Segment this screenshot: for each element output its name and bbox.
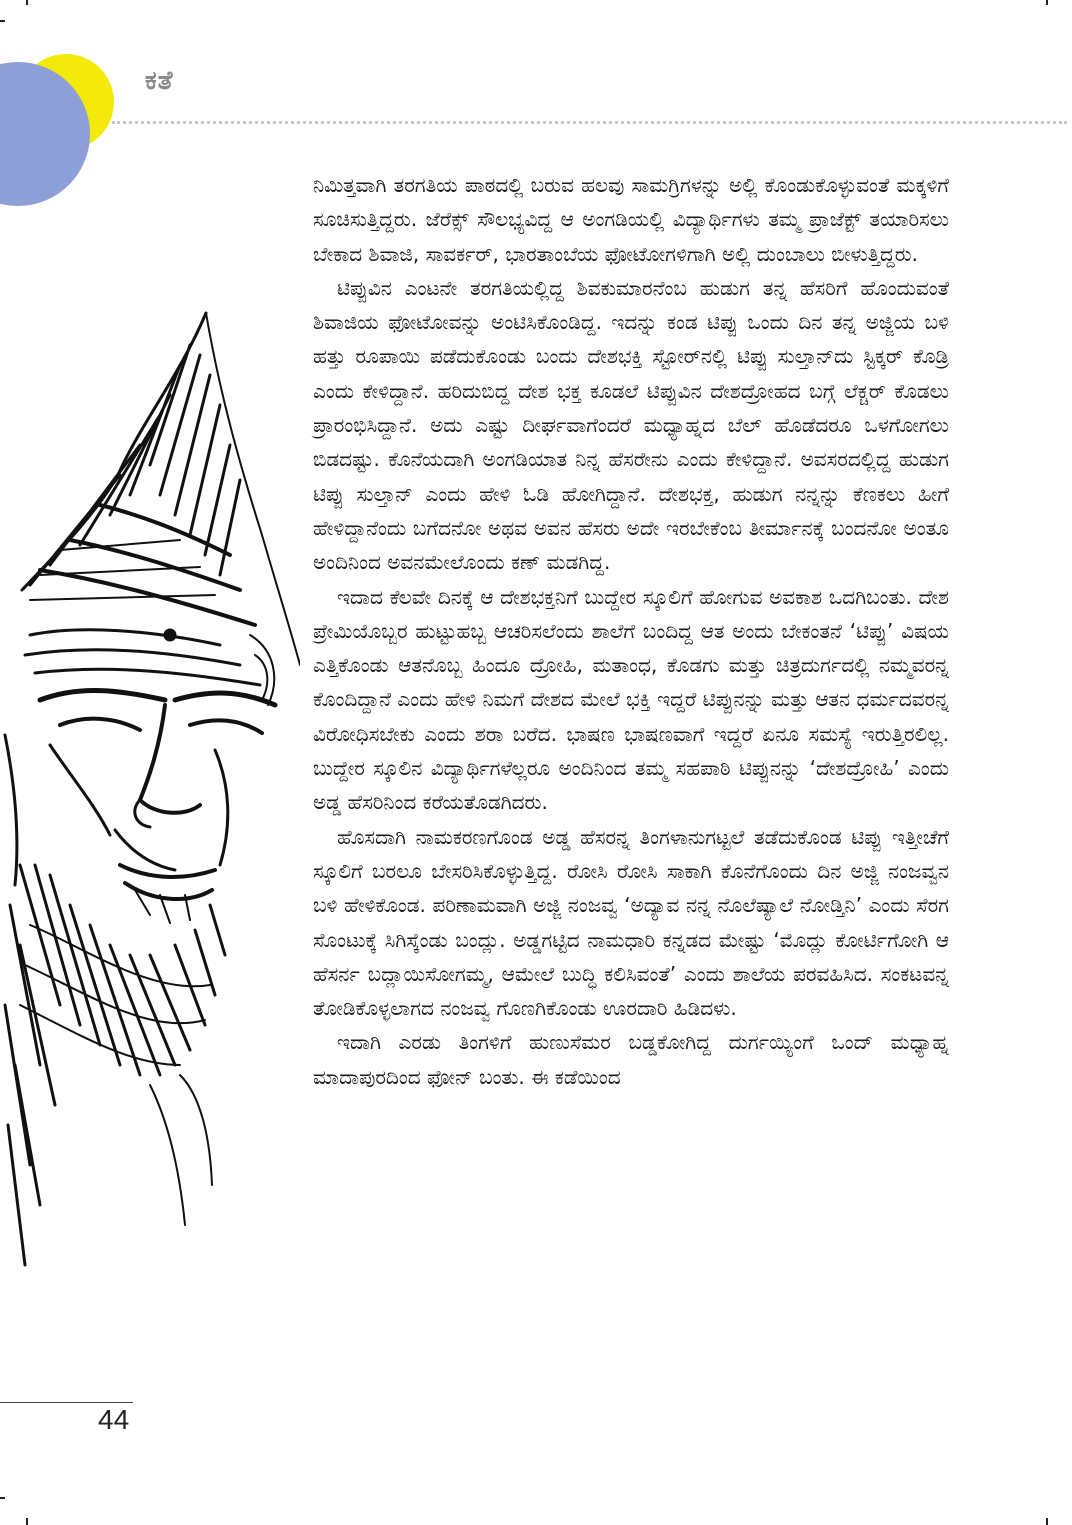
header-dotted-rule <box>112 121 1067 124</box>
crop-mark-top-left <box>0 20 5 22</box>
crop-mark-bottom-left <box>0 1497 5 1499</box>
section-title: ಕತೆ <box>145 66 174 96</box>
paragraph: ಇದಾಗಿ ಎರಡು ತಿಂಗಳಿಗೆ ಹುಣುಸೆಮರ ಬಡ್ಡಕೋಗಿದ್ದ ದುರ್ಗಯ್ಯಿಂಗೆ ಒಂದ್ ಮಧ್ಯಾಹ್ನ ಮಾದಾಪುರದಿಂದ ಫೋನ್ ಬಂತು. ಈ ಕಡೆಯಿಂದ <box>313 1030 949 1089</box>
paragraph: ಇದಾದ ಕೆಲವೇ ದಿನಕ್ಕೆ ಆ ದೇಶಭಕ್ತನಿಗೆ ಬುದ್ದೇರ ಸ್ಕೂಲಿಗೆ ಹೋಗುವ ಅವಕಾಶ ಒದಗಿಬಂತು. ದೇಶ ಪ್ರೇಮಿಯೊಬ್ಬರ ಹುಟ್ಟುಹಬ್ಬ ಆಚರಿಸಲೆಂದು ಶಾಲೆಗೆ ಬಂದಿದ್ದ ಆತ ಅಂದು ಬೇಕಂತನೆ ‘ಟಿಪ್ಪು’ ವಿಷಯ ಎತ್ತಿಕೊಂಡು ಆತನೊಬ್ಬ ಹಿಂದೂ ದ್ರೋಹಿ, ಮತಾಂಧ, ಕೊಡಗು ಮತ್ತು ಚಿತ್ರದುರ್ಗದಲ್ಲಿ ನಮ್ಮವರನ್ನ ಕೊಂದಿದ್ದಾನೆ ಎಂದು ಹೇಳಿ ನಿಮಗೆ ದೇಶದ ಮೇಲೆ ಭಕ್ತಿ ಇದ್ದರೆ ಟಿಪ್ಪುನನ್ನು ಮತ್ತು ಆತನ ಧರ್ಮದವರನ್ನ ವಿರೋಧಿಸಬೇಕು ಎಂದು ಶರಾ ಬರೆದ. ಭಾಷಣ ಭಾಷಣವಾಗೆ ಇದ್ದರೆ ಏನೂ ಸಮಸ್ಯೆ ಇರುತ್ತಿರಲಿಲ್ಲ. ಬುದ್ದೇರ ಸ್ಕೂಲಿನ ವಿದ್ಯಾರ್ಥಿಗಳೆಲ್ಲರೂ ಅಂದಿನಿಂದ ತಮ್ಮ ಸಹಪಾಠಿ ಟಿಪ್ಪುನನ್ನು ‘ದೇಶದ್ರೋಹಿ’ ಎಂದು ಅಡ್ಡ ಹೆಸರಿನಿಂದ ಕರೆಯತೊಡಗಿದರು. <box>313 584 949 815</box>
crop-mark-top-left-v <box>26 0 28 5</box>
paragraph: ನಿಮಿತ್ತವಾಗಿ ತರಗತಿಯ ಪಾಠದಲ್ಲಿ ಬರುವ ಹಲವು ಸಾಮಗ್ರಿಗಳನ್ನು ಅಲ್ಲಿ ಕೊಂಡುಕೊಳ್ಳುವಂತೆ ಮಕ್ಕಳಿಗೆ ಸೂಚಿಸುತ್ತಿದ್ದರು. ಜೆರೆಕ್ಸ್ ಸೌಲಭ್ಯವಿದ್ದ ಆ ಅಂಗಡಿಯಲ್ಲಿ ವಿದ್ಯಾರ್ಥಿಗಳು ತಮ್ಮ ಪ್ರಾಜೆಕ್ಟ್ ತಯಾರಿಸಲು ಬೇಕಾದ ಶಿವಾಜಿ, ಸಾವರ್ಕರ್, ಭಾರತಾಂಬೆಯ ಫೋಟೋಗಳಿಗಾಗಿ ಅಲ್ಲಿ ದುಂಬಾಲು ಬೀಳುತ್ತಿದ್ದರು. <box>313 173 949 266</box>
footer-rule <box>0 1402 133 1403</box>
paragraph: ಹೊಸದಾಗಿ ನಾಮಕರಣಗೊಂಡ ಅಡ್ಡ ಹೆಸರನ್ನ ತಿಂಗಳಾನುಗಟ್ಟಲೆ ತಡೆದುಕೊಂಡ ಟಿಪ್ಪು ಇತ್ತೀಚೆಗೆ ಸ್ಕೂಲಿಗೆ ಬರಲೂ ಬೇಸರಿಸಿಕೊಳ್ಳುತ್ತಿದ್ದ. ರೋಸಿ ರೋಸಿ ಸಾಕಾಗಿ ಕೊನೆಗೊಂದು ದಿನ ಅಜ್ಜಿ ನಂಜವ್ವನ ಬಳಿ ಹೇಳಿಕೊಂಡ. ಪರಿಣಾಮವಾಗಿ ಅಜ್ಜಿ ನಂಜವ್ವ ‘ಅದ್ಯಾವ ನನ್ನ ನೊಲೆಷ್ಯಾಲೆ ನೋಡ್ತಿನಿ’ ಎಂದು ಸೆರಗ ಸೊಂಟುಕ್ಕೆ ಸಿಗಿಸ್ಕೆಂಡು ಬಂದ್ಲು. ಅಡ್ಡಗಟ್ಟಿದ ನಾಮಧಾರಿ ಕನ್ನಡದ ಮೇಷ್ಟು ‘ಮೊದ್ಲು ಕೋರ್ಟಿಗೋಗಿ ಆ ಹೆಸರ್ನ ಬದ್ಲಾಯಿಸೋಗಮ್ಮ, ಆಮೇಲೆ ಬುದ್ಧಿ ಕಲಿಸಿವಂತೆ’ ಎಂದು ಶಾಲೆಯ ಪರವಹಿಸಿದ. ಸಂಕಟವನ್ನ ತೋಡಿಕೊಳ್ಳಲಾಗದ ನಂಜವ್ವ ಗೊಣಗಿಕೊಂಡು ಊರದಾರಿ ಹಿಡಿದಳು. <box>313 824 949 1021</box>
paragraph: ಟಿಪ್ಪುವಿನ ಎಂಟನೇ ತರಗತಿಯಲ್ಲಿದ್ದ ಶಿವಕುಮಾರನೆಂಬ ಹುಡುಗ ತನ್ನ ಹೆಸರಿಗೆ ಹೊಂದುವಂತೆ ಶಿವಾಜಿಯ ಫೋಟೋವನ್ನು ಅಂಟಿಸಿಕೊಂಡಿದ್ದ. ಇದನ್ನು ಕಂಡ ಟಿಪ್ಪು ಒಂದು ದಿನ ತನ್ನ ಅಜ್ಜಿಯ ಬಳಿ ಹತ್ತು ರೂಪಾಯಿ ಪಡೆದುಕೊಂಡು ಬಂದು ದೇಶಭಕ್ತಿ ಸ್ಟೋರ್‌ನಲ್ಲಿ ಟಿಪ್ಪು ಸುಲ್ತಾನ್‌ದು ಸ್ಟಿಕ್ಕರ್ ಕೊಡ್ರಿ ಎಂದು ಕೇಳಿದ್ದಾನೆ. ಹರಿದುಬಿದ್ದ ದೇಶ ಭಕ್ತ ಕೂಡಲೆ ಟಿಪ್ಪುವಿನ ದೇಶದ್ರೋಹದ ಬಗ್ಗೆ ಲೆಕ್ಚರ್ ಕೊಡಲು ಪ್ರಾರಂಭಿಸಿದ್ದಾನೆ. ಅದು ಎಷ್ಟು ದೀರ್ಘವಾಗೆಂದರೆ ಮಧ್ಯಾಹ್ನದ ಬೆಲ್ ಹೊಡೆದರೂ ಒಳಗೋಗಲು ಬಿಡದಷ್ಟು. ಕೊನೆಯದಾಗಿ ಅಂಗಡಿಯಾತ ನಿನ್ನ ಹೆಸರೇನು ಎಂದು ಕೇಳಿದ್ದಾನೆ. ಅವಸರದಲ್ಲಿದ್ದ ಹುಡುಗ ಟಿಪ್ಪು ಸುಲ್ತಾನ್ ಎಂದು ಹೇಳಿ ಓಡಿ ಹೋಗಿದ್ದಾನೆ. ದೇಶಭಕ್ತ, ಹುಡುಗ ನನ್ನನ್ನು ಕೆಣಕಲು ಹೀಗೆ ಹೇಳಿದ್ದಾನೆಂದು ಬಗೆದನೋ ಅಥವ ಅವನ ಹೆಸರು ಅದೇ ಇರಬೇಕೆಂಬ ತೀರ್ಮಾನಕ್ಕೆ ಬಂದನೋ ಅಂತೂ ಅಂದಿನಿಂದ ಅವನಮೇಲೊಂದು ಕಣ್ ಮಡಗಿದ್ದ. <box>313 275 949 575</box>
story-body-text <box>313 168 949 1094</box>
crop-mark-top-right-v <box>1046 0 1048 5</box>
crop-mark-bottom-left-v <box>26 1518 28 1525</box>
portrait-sketch-illustration <box>0 305 300 1290</box>
crop-mark-bottom-right-v <box>1046 1518 1048 1525</box>
page-number: 44 <box>98 1404 130 1435</box>
